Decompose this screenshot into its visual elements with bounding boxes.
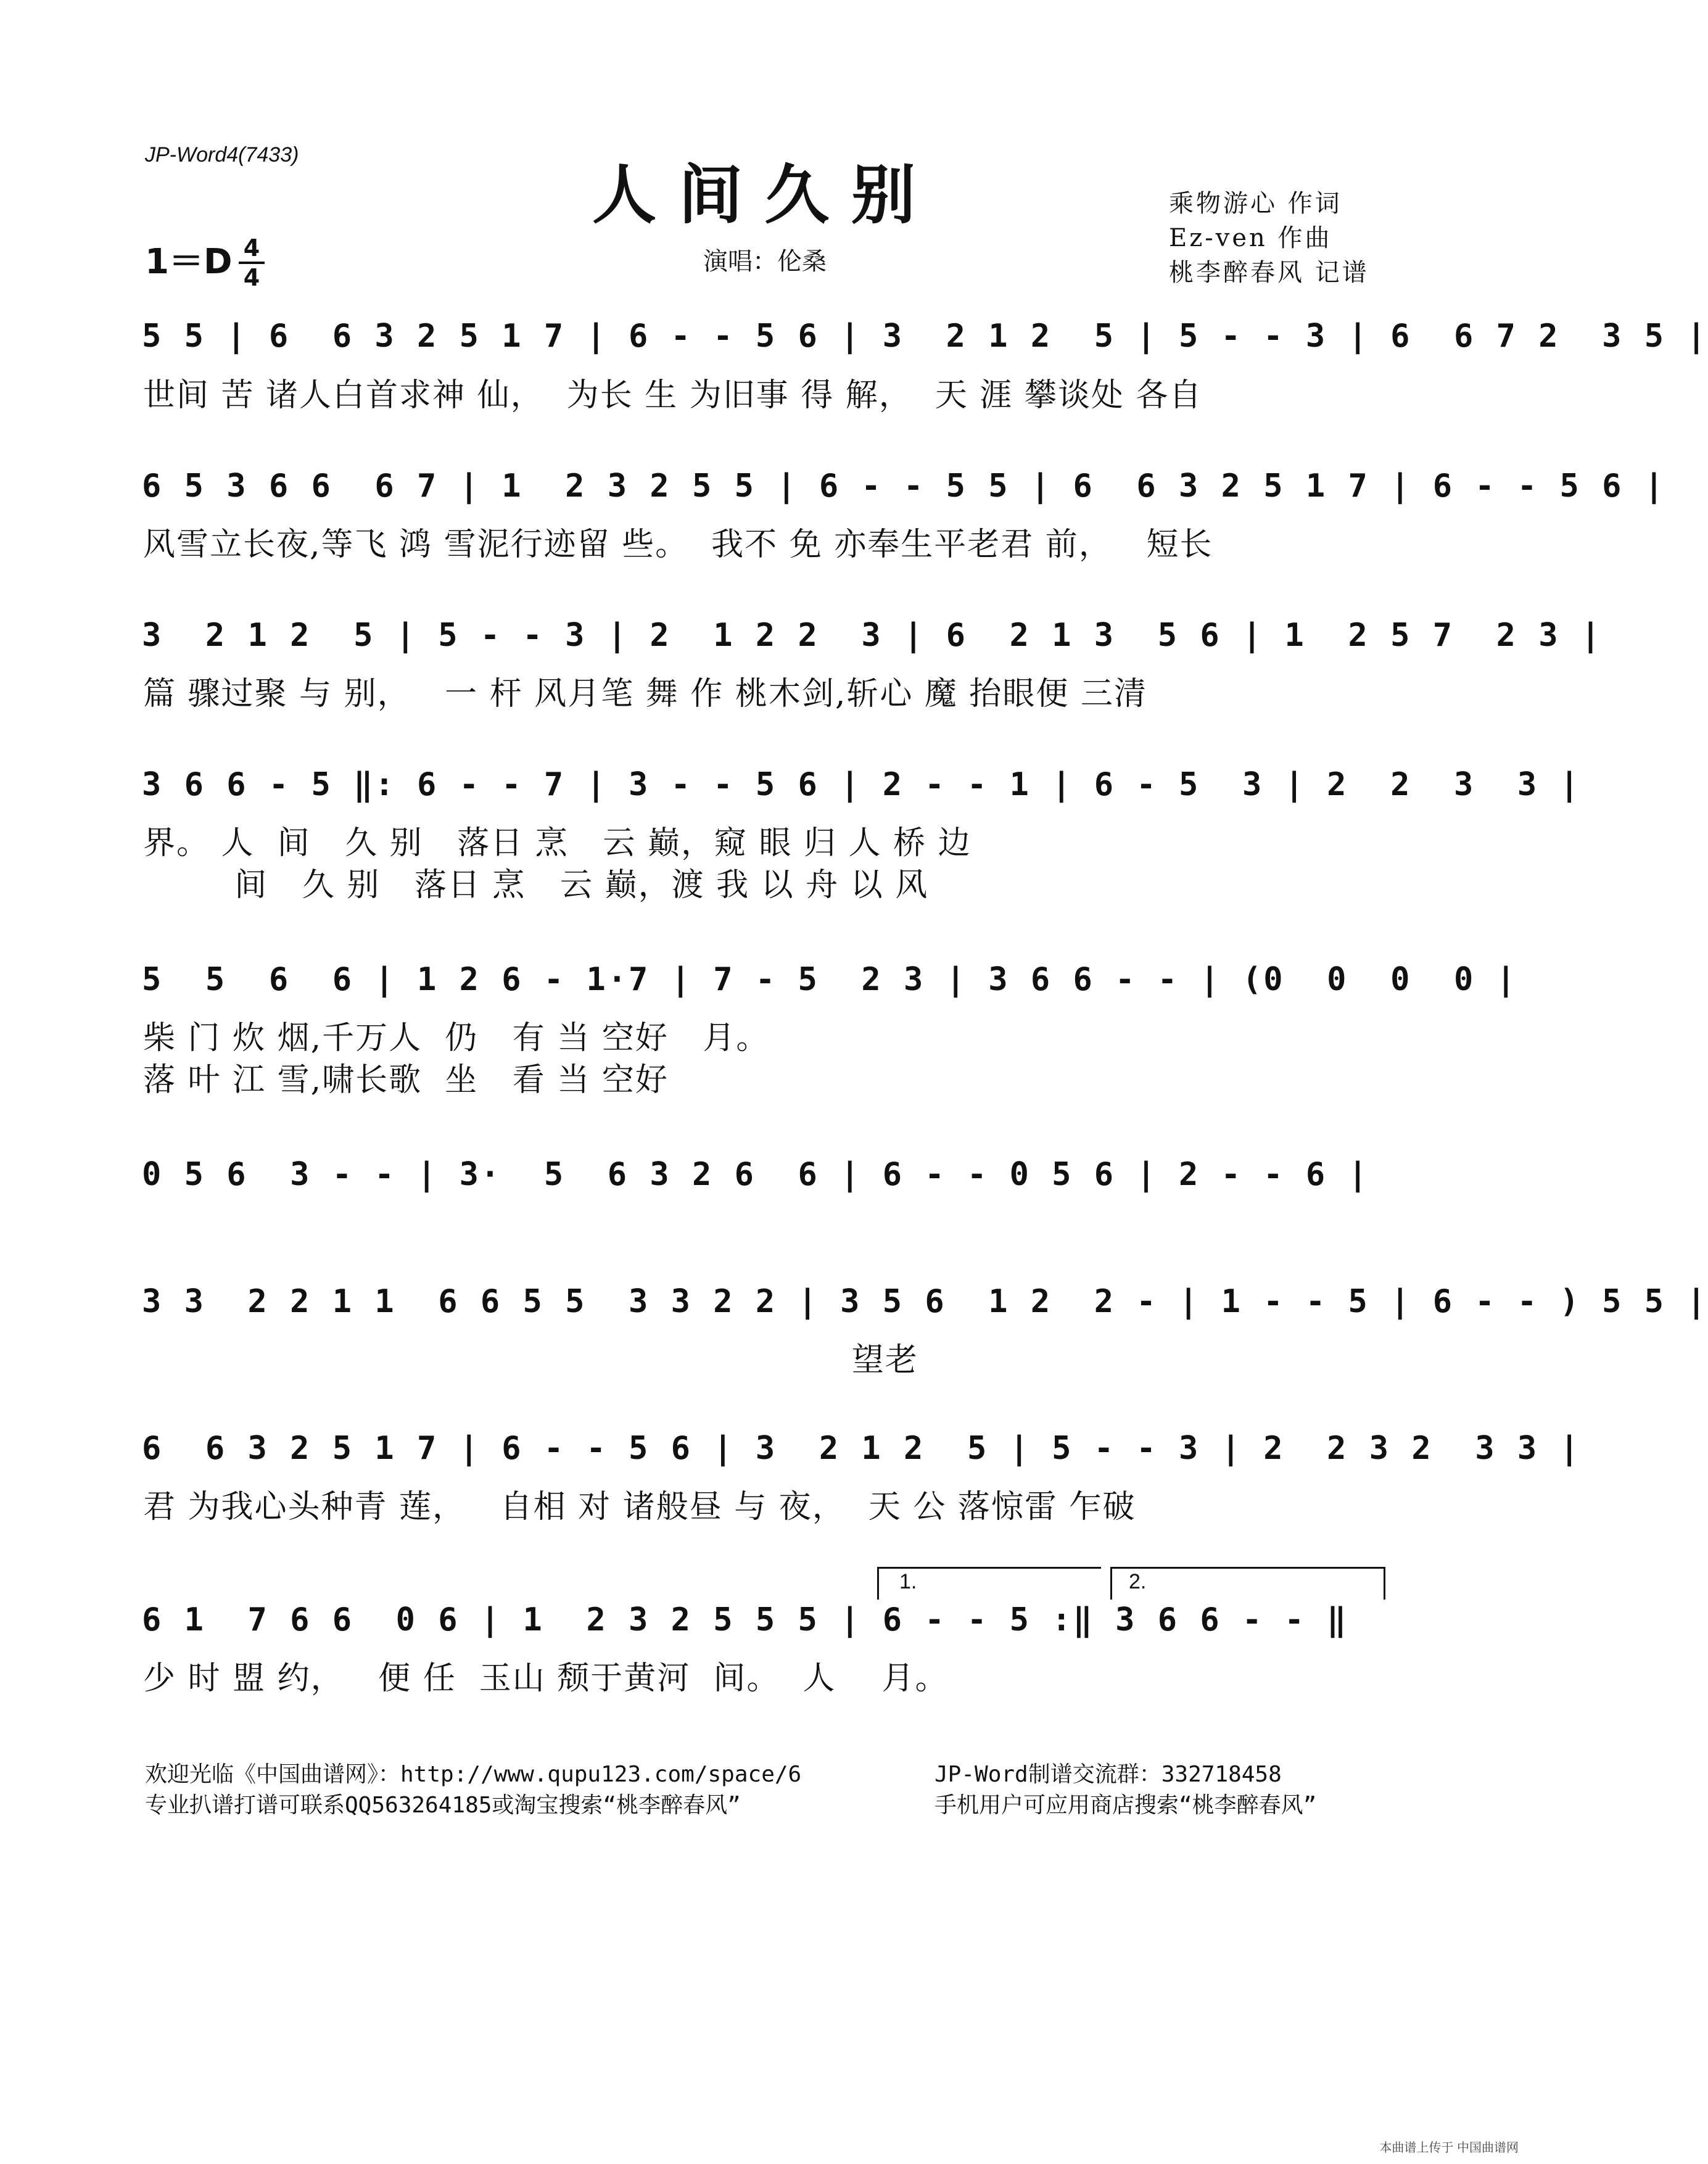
singer: 演唱：伦桑 — [703, 247, 827, 276]
time-sig-top: 4 — [243, 234, 260, 262]
second-ending-label: 2. — [1129, 1570, 1147, 1593]
first-ending-label: 1. — [899, 1570, 917, 1593]
key-signature: 1＝D — [145, 242, 233, 282]
score-notes-system-6: 0 5 6 3 - - | 3· 5 6 3 2 6 6 | 6 - - 0 5 6 | 2 - - 6 | — [142, 1156, 1369, 1193]
score-lyrics-system-1: 世间 苦 诸人白首求神 仙， 为长 生 为旧事 得 解， 天 涯 攀谈处 各自 — [143, 377, 1203, 414]
score-notes-system-9: 6 1 7 6 6 0 6 | 1 2 3 2 5 5 5 | 6 - - 5 :‖ 3 6 6 - - ‖ — [142, 1601, 1348, 1638]
footer-group: JP-Word制谱交流群：332718458 — [934, 1762, 1282, 1787]
software-label: JP-Word4(7433) — [145, 143, 299, 167]
score-lyrics-system-3: 篇 骤过聚 与 别， 一 杆 风月笔 舞 作 桃木剑,斩心 魔 抬眼便 三清 — [143, 675, 1147, 712]
score-lyrics-system-5-verse-1: 柴 门 炊 烟,千万人 仍 有 当 空好 月。 — [143, 1020, 770, 1057]
footer-app-hint: 手机用户可应用商店搜索“桃李醉春风” — [934, 1793, 1317, 1818]
score-lyrics-system-4-verse-2: 间 久 别 落日 烹 云 巅，渡 我 以 舟 以 风 — [143, 867, 929, 904]
score-notes-system-2: 6 5 3 6 6 6 7 | 1 2 3 2 5 5 | 6 - - 5 5 | 6 6 3 2 5 1 7 | 6 - - 5 6 | — [142, 468, 1666, 505]
footer-contact: 专业扒谱打谱可联系QQ563264185或淘宝搜索“桃李醉春风” — [145, 1793, 741, 1818]
composer: Ez-ven 作曲 — [1169, 224, 1332, 252]
second-ending-bracket — [1110, 1567, 1385, 1600]
score-lyrics-system-9: 少 时 盟 约， 便 任 玉山 颓于黄河 间。 人 月。 — [143, 1660, 949, 1697]
watermark: 本曲谱上传于 中国曲谱网 — [1379, 2141, 1519, 2155]
score-lyrics-system-2: 风雪立长夜,等飞 鸿 雪泥行迹留 些。 我不 免 亦奉生平老君 前， 短长 — [143, 526, 1213, 563]
score-lyrics-system-5-verse-2: 落 叶 江 雪,啸长歌 坐 看 当 空好 — [143, 1062, 669, 1099]
score-notes-system-1: 5 5 | 6 6 3 2 5 1 7 | 6 - - 5 6 | 3 2 1 2 5 | 5 - - 3 | 6 6 7 2 3 5 | — [142, 318, 1708, 355]
lyricist: 乘物游心 作词 — [1169, 189, 1342, 218]
footer-site-link: 欢迎光临《中国曲谱网》：http://www.qupu123.com/space/6 — [145, 1762, 802, 1787]
score-notes-system-4: 3 6 6 - 5 ‖: 6 - - 7 | 3 - - 5 6 | 2 - - 1 | 6 - 5 3 | 2 2 3 3 | — [142, 766, 1581, 803]
score-notes-system-8: 6 6 3 2 5 1 7 | 6 - - 5 6 | 3 2 1 2 5 | 5 - - 3 | 2 2 3 2 3 3 | — [142, 1430, 1581, 1467]
credits — [1169, 186, 1369, 290]
time-sig-bottom: 4 — [243, 264, 260, 291]
score-lyrics-system-8: 君 为我心头种青 莲， 自相 对 诸般昼 与 夜， 天 公 落惊雷 乍破 — [143, 1489, 1136, 1526]
song-title: 人间久别 — [592, 157, 938, 233]
score-lyrics-system-4-verse-1: 界。 人 间 久 别 落日 烹 云 巅，窥 眼 归 人 桥 边 — [143, 825, 972, 862]
score-notes-system-7: 3 3 2 2 1 1 6 6 5 5 3 3 2 2 | 3 5 6 1 2 2 - | 1 - - 5 | 6 - - ) 5 5 | — [142, 1283, 1708, 1320]
transcriber: 桃李醉春风 记谱 — [1169, 258, 1369, 287]
score-notes-system-3: 3 2 1 2 5 | 5 - - 3 | 2 1 2 2 3 | 6 2 1 3 5 6 | 1 2 5 7 2 3 | — [142, 617, 1603, 654]
score-lyrics-system-7: 望老 — [143, 1342, 918, 1379]
score-notes-system-5: 5 5 6 6 | 1 2 6 - 1·7 | 7 - 5 2 3 | 3 6 6 - - | (0 0 0 0 | — [142, 961, 1517, 998]
